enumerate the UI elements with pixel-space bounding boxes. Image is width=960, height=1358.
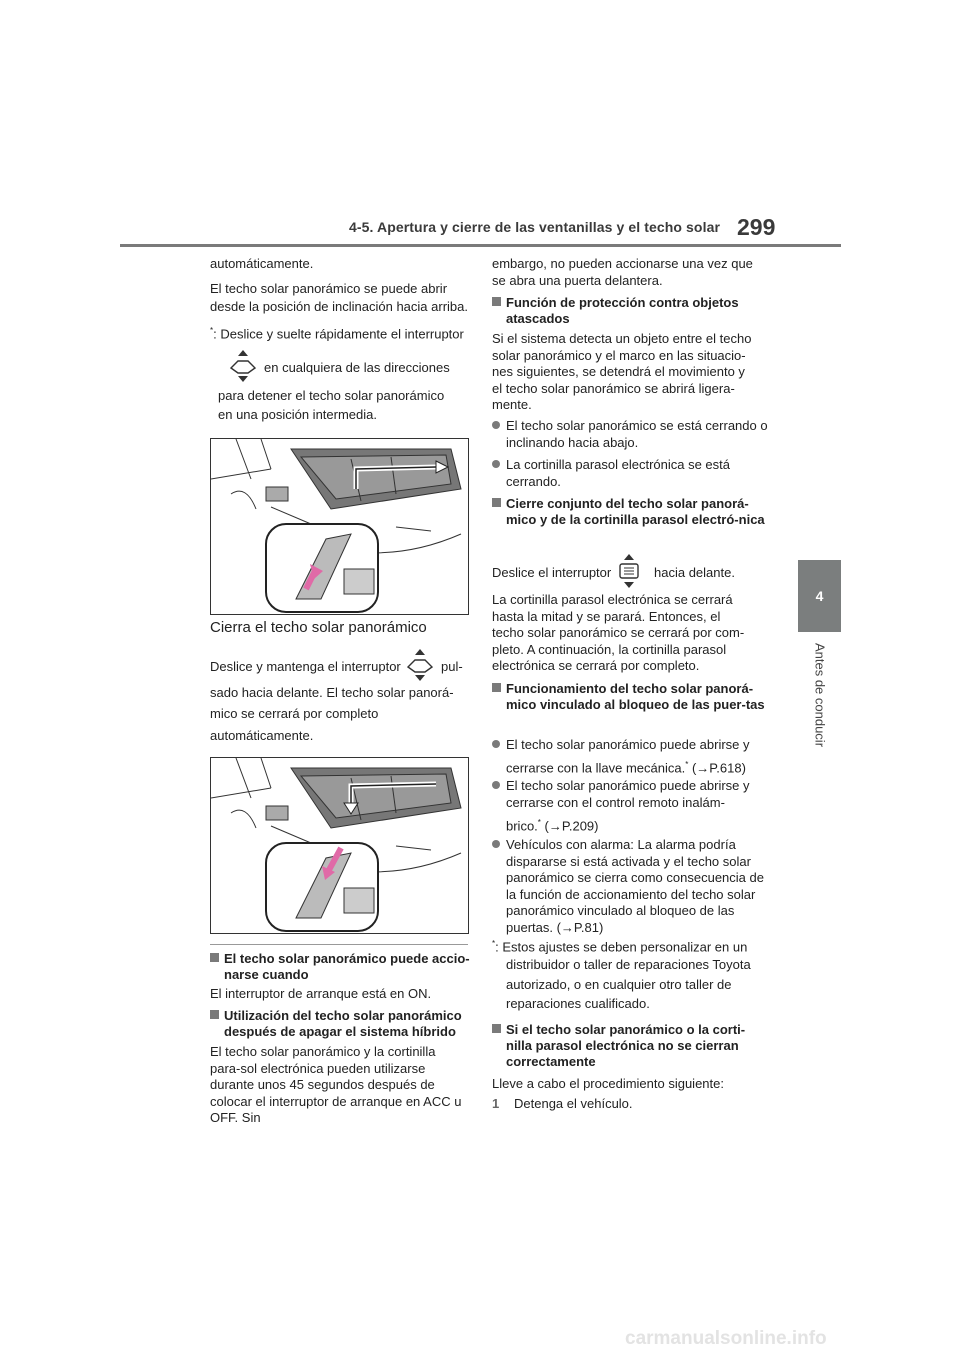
square-bullet-icon xyxy=(210,953,219,962)
switch-icon xyxy=(405,648,435,682)
text-procedimiento: Lleve a cabo el procedimiento siguiente: xyxy=(492,1076,724,1091)
text-cierre-a: Deslice el interruptor xyxy=(492,565,612,580)
step-number: 1 xyxy=(492,1096,500,1111)
heading-utilizacion: Utilización del techo solar panorámico después de apagar el sistema híbrido xyxy=(210,1008,482,1040)
close-line-1-end: pul- xyxy=(441,659,463,674)
paragraph-open-a: El techo solar panorámico se puede abrir xyxy=(210,281,448,296)
text-utilizacion: El techo solar panorámico y la cortinilla para-sol electrónica pueden utilizarse durante unos 45 segundos después de colocar el interruptor de arranque en ACC u OFF. Sin xyxy=(210,1044,462,1125)
figure-close-illustration xyxy=(210,757,469,934)
close-line-4: automáticamente. xyxy=(210,728,314,743)
footnote-line-4: en una posición intermedia. xyxy=(218,407,377,422)
footnote-mark: * xyxy=(210,326,214,335)
section-title: 4-5. Apertura y cierre de las ventanillas y el techo solar xyxy=(349,219,721,235)
bullet-func-1a: El techo solar panorámico puede abrirse y xyxy=(492,737,768,754)
header-rule xyxy=(120,244,841,247)
heading-accionarse: El techo solar panorámico puede accio-narse cuando xyxy=(210,951,482,983)
paragraph-open-b: desde la posición de inclinación hacia arriba. xyxy=(210,299,468,314)
bullet-func-1b: cerrarse con la llave mecánica.* (→P.618) xyxy=(506,760,746,776)
close-line-3: mico se cerrará por completo xyxy=(210,706,379,721)
chapter-label-box xyxy=(798,640,841,750)
note-line-4: reparaciones cualificado. xyxy=(506,996,650,1011)
footnote-line-3: para detener el techo solar panorámico xyxy=(218,388,445,403)
chapter-tab xyxy=(798,560,841,632)
square-bullet-icon xyxy=(492,297,501,306)
note-line-3: autorizado, o en cualquier otro taller de xyxy=(506,977,732,992)
square-bullet-icon xyxy=(210,1010,219,1019)
round-bullet-icon xyxy=(492,740,500,748)
footnote-mark: * xyxy=(492,939,496,948)
text-accionarse: El interruptor de arranque está en ON. xyxy=(210,986,432,1001)
heading-no-cierran: Si el techo solar panorámico o la corti-nilla parasol electrónica no se cierran correctamente xyxy=(492,1022,768,1070)
round-bullet-icon xyxy=(492,421,500,429)
bullet-proteccion-2: La cortinilla parasol electrónica se está cerrando. xyxy=(492,457,768,490)
close-line-1: Deslice y mantenga el interruptor xyxy=(210,659,401,674)
text-cierre-b: hacia delante. xyxy=(654,565,735,580)
bullet-proteccion-1: El techo solar panorámico se está cerrando o inclinando hacia abajo. xyxy=(492,418,768,451)
figure-caption: Cierra el techo solar panorámico xyxy=(210,619,427,636)
footnote-line-1: *: Deslice y suelte rápidamente el interruptor xyxy=(210,326,464,342)
chapter-number: 4 xyxy=(815,588,824,604)
watermark: carmanualsonline.info xyxy=(625,1328,827,1349)
square-bullet-icon xyxy=(492,683,501,692)
round-bullet-icon xyxy=(492,460,500,468)
heading-proteccion: Función de protección contra objetos atascados xyxy=(492,295,768,327)
round-bullet-icon xyxy=(492,840,500,848)
chapter-label: Antes de conducir xyxy=(812,642,827,748)
step-text: Detenga el vehículo. xyxy=(514,1096,633,1111)
paragraph-automaticamente: automáticamente. xyxy=(210,256,314,271)
note-line-1: *: Estos ajustes se deben personalizar en un xyxy=(492,939,748,955)
heading-cierre-conjunto: Cierre conjunto del techo solar panorá-mico y de la cortinilla parasol electró-nica xyxy=(492,496,768,528)
text-cierre-2: La cortinilla parasol electrónica se cerrará hasta la mitad y se parará. Entonces, el techo solar panorámico se cerrará por com-pleto. A continuación, la cortinilla parasol electrónica se cerrará por completo. xyxy=(492,592,745,673)
text-embargo: embargo, no pueden accionarse una vez que se abra una puerta delantera. xyxy=(492,256,753,288)
note-line-2: distribuidor o taller de reparaciones Toyota xyxy=(506,957,751,972)
curtain-switch-icon xyxy=(617,553,641,589)
switch-icon xyxy=(228,349,258,383)
heading-funcionamiento: Funcionamiento del techo solar panorá-mico vinculado al bloqueo de las puer-tas xyxy=(492,681,768,713)
figure-open-illustration xyxy=(210,438,469,615)
footnote-line-2: en cualquiera de las direcciones xyxy=(264,360,450,375)
section-separator xyxy=(210,944,468,945)
bullet-func-3: Vehículos con alarma: La alarma podría dispararse si está activada y el techo solar panorámico se cierra como consecuencia de la función de accionamiento del techo solar panorámico vinculado al bloqueo de las puertas. (→P.81) xyxy=(492,837,768,936)
page-number: 299 xyxy=(737,214,776,240)
square-bullet-icon xyxy=(492,1024,501,1033)
bullet-func-2b: brico.* (→P.209) xyxy=(506,818,599,834)
text-proteccion: Si el sistema detecta un objeto entre el techo solar panorámico y el marco en las situacio-nes siguientes, se detendrá el movimiento y el techo solar panorámico se abrirá ligera-mente. xyxy=(492,331,752,412)
round-bullet-icon xyxy=(492,781,500,789)
square-bullet-icon xyxy=(492,498,501,507)
bullet-func-2: El techo solar panorámico puede abrirse y cerrarse con el control remoto inalám- xyxy=(492,778,768,811)
close-line-2: sado hacia delante. El techo solar panorá- xyxy=(210,685,454,700)
